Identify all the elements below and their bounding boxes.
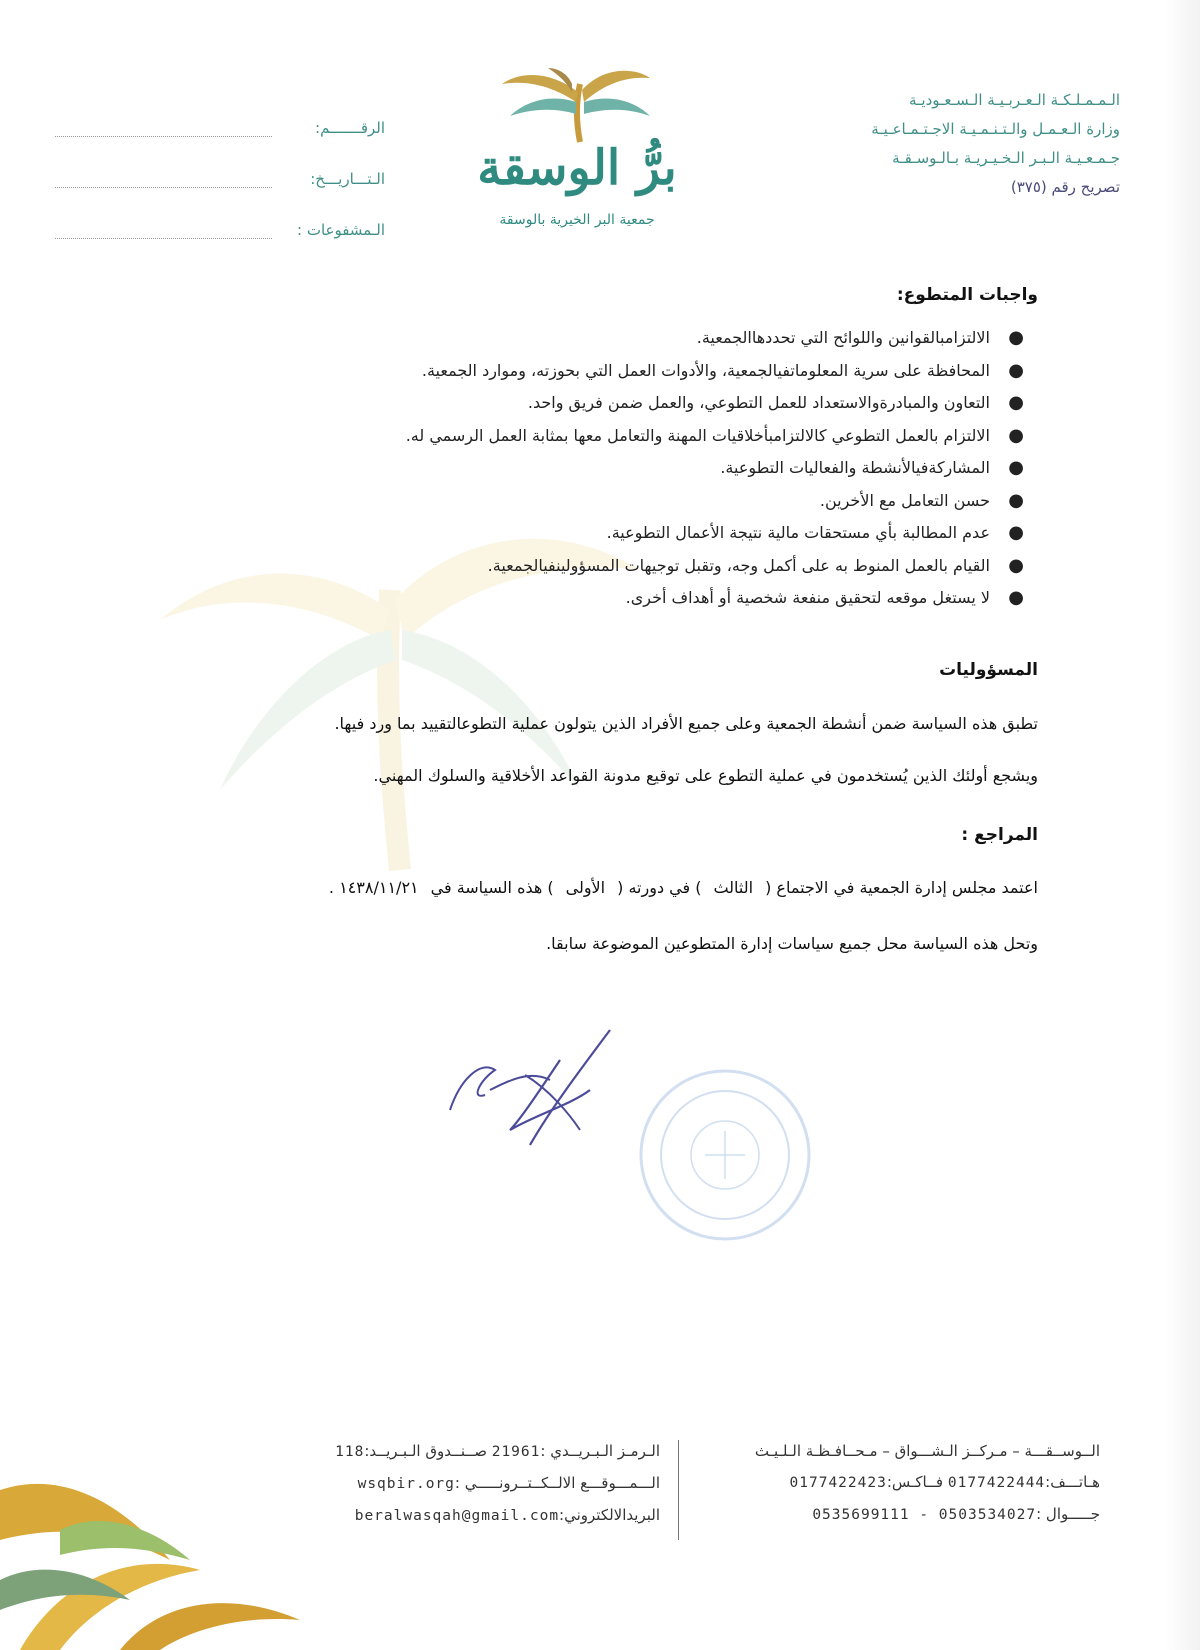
mobile-label: جـــــوال : [1036,1505,1100,1523]
field-label: الـتـــاريـــخ: [310,170,385,188]
number-field [55,86,385,137]
footer-postal [250,1436,660,1468]
org-line: وزارة الـعـمـل والـتـنـمـيـة الاجـتـمـاعـيـة [871,120,1120,138]
field-label: الرقـــــــم: [315,119,385,137]
bullet-icon: ● [1008,359,1024,381]
fax-label: فــاكـس: [886,1473,948,1491]
duty-text: المحافظة على سرية المعلوماتفيالجمعية، والأدوات العمل التي بحوزته، وموارد الجمعية. [421,360,990,380]
list-item [318,420,1038,453]
field-dotted-line [55,120,272,137]
organization-logo [472,62,682,252]
meeting-number: الثالث [713,878,754,897]
website-link[interactable]: wsqbir.org [357,1476,455,1492]
footer-phone-fax [690,1467,1100,1499]
phone-label: هـاتـــف: [1045,1473,1100,1491]
postal-code-label: الـرمـز الـبـريــدي : [540,1442,660,1460]
list-item [318,355,1038,388]
responsibility-paragraph: ويشجع أولئك الذين يُستخدمون في عملية التطوع على توقيع مدونة القواعد الأخلاقية والسلوك المهني. [373,766,1038,785]
approval-text: ) في دورته ( [617,878,702,897]
email-link[interactable]: beralwasqah@gmail.com [354,1508,560,1524]
logo-subtitle: جمعية البر الخيرية بالوسقة [499,212,655,228]
list-item [318,322,1038,355]
po-box-label: صــنــدوق الـبـريــد: [364,1442,492,1460]
field-dotted-line [55,171,272,188]
duty-text: الالتزامبالقوانين واللوائح التي تحددهاالجمعية. [696,328,990,347]
attachments-field [55,188,385,239]
responsibility-paragraph: تطبق هذه السياسة ضمن أنشطة الجمعية وعلى جميع الأفراد الذين يتولون عملية التطوعالتقييد بما ورد فيها. [334,714,1038,733]
logo-wordmark: برُّ الوسقة [477,140,677,196]
list-item [318,517,1038,550]
closing-statement: وتحل هذه السياسة محل جميع سياسات إدارة المتطوعين الموضوعة سابقا. [546,934,1038,953]
field-label: الـمشفوعات : [297,221,385,239]
responsibilities-heading: المسؤوليات [939,660,1038,680]
field-dotted-line [55,222,272,239]
list-item [318,582,1038,615]
signature-image [440,1020,640,1150]
page-edge [1164,0,1200,1650]
duty-text: لا يستغل موقعه لتحقيق منفعة شخصية أو أهداف أخرى. [625,588,990,607]
website-label: الـــمـــوقـــع الالــكــتــرونـــــي : [454,1474,660,1492]
approval-date: ١٤٣٨/١١/٢١ . [328,878,419,897]
bullet-icon: ● [1008,457,1024,478]
footer-contact [250,1436,1100,1586]
duty-text: المشاركةفيالأنشطة والفعاليات التطوعية. [720,458,990,477]
org-line: جـمـعـيـة الـبـر الـخـيـريـة بـالـوسـقـة [892,149,1120,167]
org-line: الـمـمـلـكـة الـعـربـيـة الـسـعـوديـة [908,91,1120,109]
bullet-icon: ● [1008,392,1024,413]
footer-divider [678,1440,679,1540]
date-field [55,137,385,188]
official-stamp-icon [635,1065,815,1245]
session-number: الأولى [565,878,606,897]
bullet-icon: ● [1008,587,1024,608]
email-label: البريدالالكتروني: [559,1506,660,1524]
list-item [318,485,1038,518]
approval-text: ) هذه السياسة في [430,878,554,897]
duty-text: القيام بالعمل المنوط به على أكمل وجه، وتقبل توجيهات المسؤولينفيالجمعية. [487,555,990,575]
bullet-icon: ● [1008,424,1024,446]
bullet-icon: ● [1008,489,1024,511]
duties-list [318,322,1038,615]
footer-website [250,1468,660,1500]
footer-email [250,1500,660,1532]
footer-address-column [690,1436,1100,1531]
approval-statement [329,878,1038,897]
duty-text: عدم المطالبة بأي مستحقات مالية نتيجة الأعمال التطوعية. [606,523,990,542]
duty-text: حسن التعامل مع الأخرين. [819,490,990,510]
list-item [318,550,1038,583]
duty-text: الالتزام بالعمل التطوعي كالالتزامبأخلاقيات المهنة والتعامل معها بمثابة العمل الرسمي له. [405,425,990,445]
duties-heading: واجبات المتطوع: [896,285,1038,305]
mobile-numbers: 0535699111 - 0503534027 [812,1507,1037,1523]
palm-logo-icon [472,62,682,152]
reference-fields [55,86,385,239]
bullet-icon: ● [1008,327,1024,348]
footer-postal-column [250,1436,660,1532]
footer-mobile [690,1499,1100,1531]
list-item [318,452,1038,485]
bullet-icon: ● [1008,554,1024,576]
postal-code: 21961 [491,1444,541,1460]
list-item [318,387,1038,420]
phone-number: 0177422444 [947,1475,1046,1491]
permit-number: تصريح رقم (٣٧٥) [1010,178,1120,196]
footer-address: الــوســقـــة – مـركــز الـشـــواق – مـحــافـظـة الـلـيـث [754,1442,1100,1460]
organization-header [780,86,1120,202]
duty-text: التعاون والمبادرةوالاستعداد للعمل التطوعي، والعمل ضمن فريق واحد. [527,393,990,412]
references-heading: المراجع : [961,825,1038,845]
approval-text: اعتمد مجلس إدارة الجمعية في الاجتماع ( [765,878,1038,897]
po-box: 118 [335,1444,365,1460]
fax-number: 0177422423 [789,1475,887,1491]
bullet-icon: ● [1008,522,1024,543]
